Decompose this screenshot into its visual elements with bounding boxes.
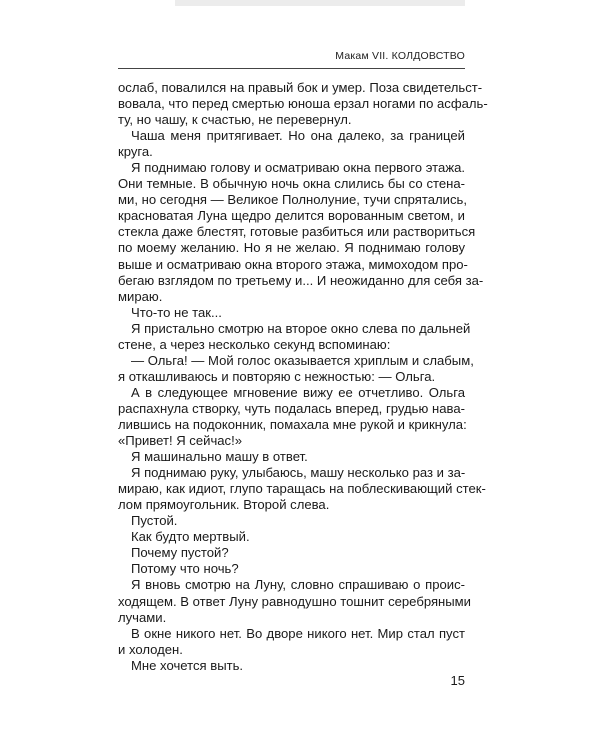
text-line: Пустой. [131,513,178,529]
top-scan-strip [175,0,465,6]
text-line: ходящем. В ответ Луну равнодушно тошнит серебряными [118,593,471,609]
paragraph [118,305,465,321]
text-line: Я машинально машу в ответ. [131,449,308,465]
text-line: мираю. [118,288,163,304]
paragraph [118,449,465,465]
paragraph [118,352,474,385]
paragraph [118,513,465,529]
text-line: бегаю взглядом по третьему и... И неожиданно для себя за- [118,272,484,288]
text-line: выше и осматриваю окна второго этажа, мимоходом про- [118,256,468,272]
body-text [118,80,488,674]
paragraph [118,626,465,658]
paragraph [118,128,465,160]
text-line: стене, а через несколько секунд вспоминаю: [118,336,391,352]
page-number: 15 [450,673,465,688]
text-line: Как будто мертвый. [131,529,250,545]
paragraph [118,529,465,545]
text-line: Я поднимаю голову и осматриваю окна первого этажа. [131,160,465,176]
text-line: Мне хочется выть. [131,657,244,673]
text-line: круга. [118,144,153,160]
text-line: Чаша меня притягивает. Но она далеко, за границей [131,128,465,144]
text-line: «Привет! Я сейчас!» [118,433,243,449]
text-line: ослаб, повалился на правый бок и умер. Поза свидетельст- [118,80,483,95]
text-line: Я поднимаю руку, улыбаюсь, машу несколько раз и за- [131,465,466,481]
text-line: вовала, что перед смертью юноша ерзал ногами по асфаль- [118,96,488,112]
text-line: ми, но сегодня — Великое Полнолуние, тучи спрятались, [118,192,467,208]
text-line: ту, но чашу, к счастью, не перевернул. [118,112,352,128]
text-line: Я пристально смотрю на второе окно слева по дальней [131,320,471,336]
text-line: В окне никого нет. Во дворе никого нет. Мир стал пуст [131,625,465,641]
text-line: лившись на подоконник, помахала мне рукой и крикнула: [118,416,467,432]
paragraph [118,577,471,625]
text-line: я откашливаюсь и повторяю с нежностью: — Ольга. [118,368,436,384]
paragraph [118,80,488,128]
text-line: Почему пустой? [131,545,229,561]
text-line: мираю, как идиот, глупо таращась на поблескивающий стек- [118,481,486,497]
text-line: А в следующее мгновение вижу ее отчетливо. Ольга [131,384,465,400]
text-line: Я вновь смотрю на Луну, словно спрашиваю о проис- [131,577,465,593]
paragraph [118,385,465,449]
text-line: и холоден. [118,641,183,657]
paragraph [118,561,465,577]
header-rule [118,68,465,69]
paragraph [118,545,465,561]
paragraph [118,320,471,353]
text-line: — Ольга! — Мой голос оказывается хриплым и слабым, [131,352,474,368]
text-line: по моему желанию. Но я не желаю. Я поднимаю голову [118,240,465,256]
text-line: Они темные. В обычную ночь окна слились бы со стена- [118,176,465,192]
text-line: лом прямоугольник. Второй слева. [118,497,330,513]
paragraph [118,658,465,674]
running-head: Макам VII. КОЛДОВСТВО [335,50,465,62]
text-line: лучами. [118,609,167,625]
text-line: распахнула створку, чуть подалась вперед, грудью нава- [118,400,465,416]
text-line: Что-то не так... [131,304,222,320]
paragraph [118,465,486,513]
text-line: Потому что ночь? [131,561,239,577]
paragraph [118,160,484,304]
text-line: стекла даже блестят, готовые разбиться или раствориться [118,224,476,240]
text-line: красноватая Луна щедро делится ворованным светом, и [118,208,465,224]
